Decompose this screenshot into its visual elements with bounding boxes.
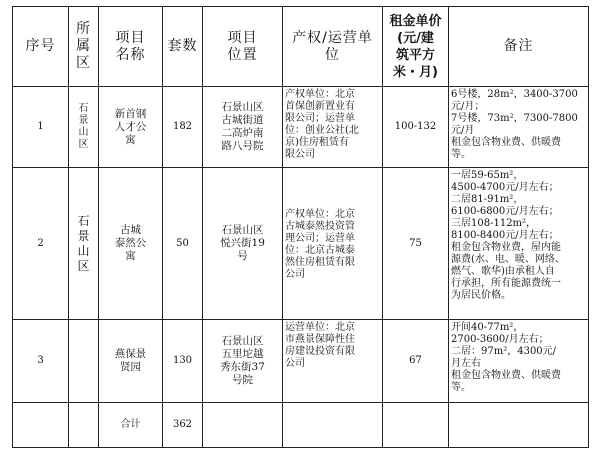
header-units: 套数 — [163, 7, 203, 87]
row-no: 3 — [13, 320, 69, 403]
row-rent: 100-132 — [383, 87, 449, 168]
row-no: 1 — [13, 87, 69, 168]
header-row — [13, 7, 589, 87]
total-label: 合计 — [99, 403, 163, 448]
row-remark: 6号楼，28m²，3400-3700 元/月； 7号楼，73m²，7300-7800 元/月 租金包含物业费、供暖费 等。 — [449, 87, 589, 168]
row-no: 2 — [13, 168, 69, 320]
header-location: 项目 位置 — [203, 7, 283, 87]
total-owner-empty — [283, 403, 383, 448]
row-name: 古城 泰然公 寓 — [99, 168, 163, 320]
row-owner: 产权单位：北京 首保创新置业有 限公司；运营单 位：创业公社(北 京)住房租赁有 限公司 — [283, 87, 383, 168]
row-owner: 运营单位：北京 市燕景保障性住 房建设投资有限 公司 — [283, 320, 383, 403]
header-rent: 租金单价 (元/建 筑平方 米・月) — [383, 7, 449, 87]
header-district: 所 属 区 — [69, 7, 99, 87]
header-owner: 产权/运营单 位 — [283, 7, 383, 87]
total-district-empty — [69, 403, 99, 448]
total-remark-empty — [449, 403, 589, 448]
total-location-empty — [203, 403, 283, 448]
table-row — [13, 87, 589, 168]
row-units: 130 — [163, 320, 203, 403]
total-units: 362 — [163, 403, 203, 448]
row-units: 50 — [163, 168, 203, 320]
row-remark: 一居59-65m²， 4500-4700元/月左右； 二居81-91m²， 6100-6800元/月左右； 三居108-112m²， 8100-8400元/月左右； 租金包含物业费，屋内能 源费(水、电、暖、网络、 燃气、歌华)由承租人自 行承担，所有能源费统一 为居民价格。 — [449, 168, 589, 320]
total-rent-empty — [383, 403, 449, 448]
header-name: 项目 名称 — [99, 7, 163, 87]
row-rent: 75 — [383, 168, 449, 320]
row-rent: 67 — [383, 320, 449, 403]
row-district-continued — [69, 320, 99, 403]
row-units: 182 — [163, 87, 203, 168]
row-name: 燕保景 贤园 — [99, 320, 163, 403]
row-district: 石 景 山 区 — [69, 168, 99, 320]
total-row — [13, 403, 589, 448]
total-no-empty — [13, 403, 69, 448]
row-name: 新首钢 人才公 寓 — [99, 87, 163, 168]
header-no: 序号 — [13, 7, 69, 87]
row-location: 石景山区 古城街道 二高炉南 路八号院 — [203, 87, 283, 168]
row-remark: 开间40-77m²， 2700-3600/月左右； 二居：97m²，4300元/ 月左右 租金包含物业费、供暖费 等。 — [449, 320, 589, 403]
row-location: 石景山区 悦兴街19 号 — [203, 168, 283, 320]
row-district: 石 景 山 区 — [69, 87, 99, 168]
table-row — [13, 168, 589, 320]
row-owner: 产权单位：北京 古城泰然投资管 理公司；运营单 位：北京古城泰 然住房租赁有限 公司 — [283, 168, 383, 320]
housing-table — [12, 6, 589, 448]
row-location: 石景山区 五里坨越 秀东街37 号院 — [203, 320, 283, 403]
header-remark: 备注 — [449, 7, 589, 87]
table-row — [13, 320, 589, 403]
